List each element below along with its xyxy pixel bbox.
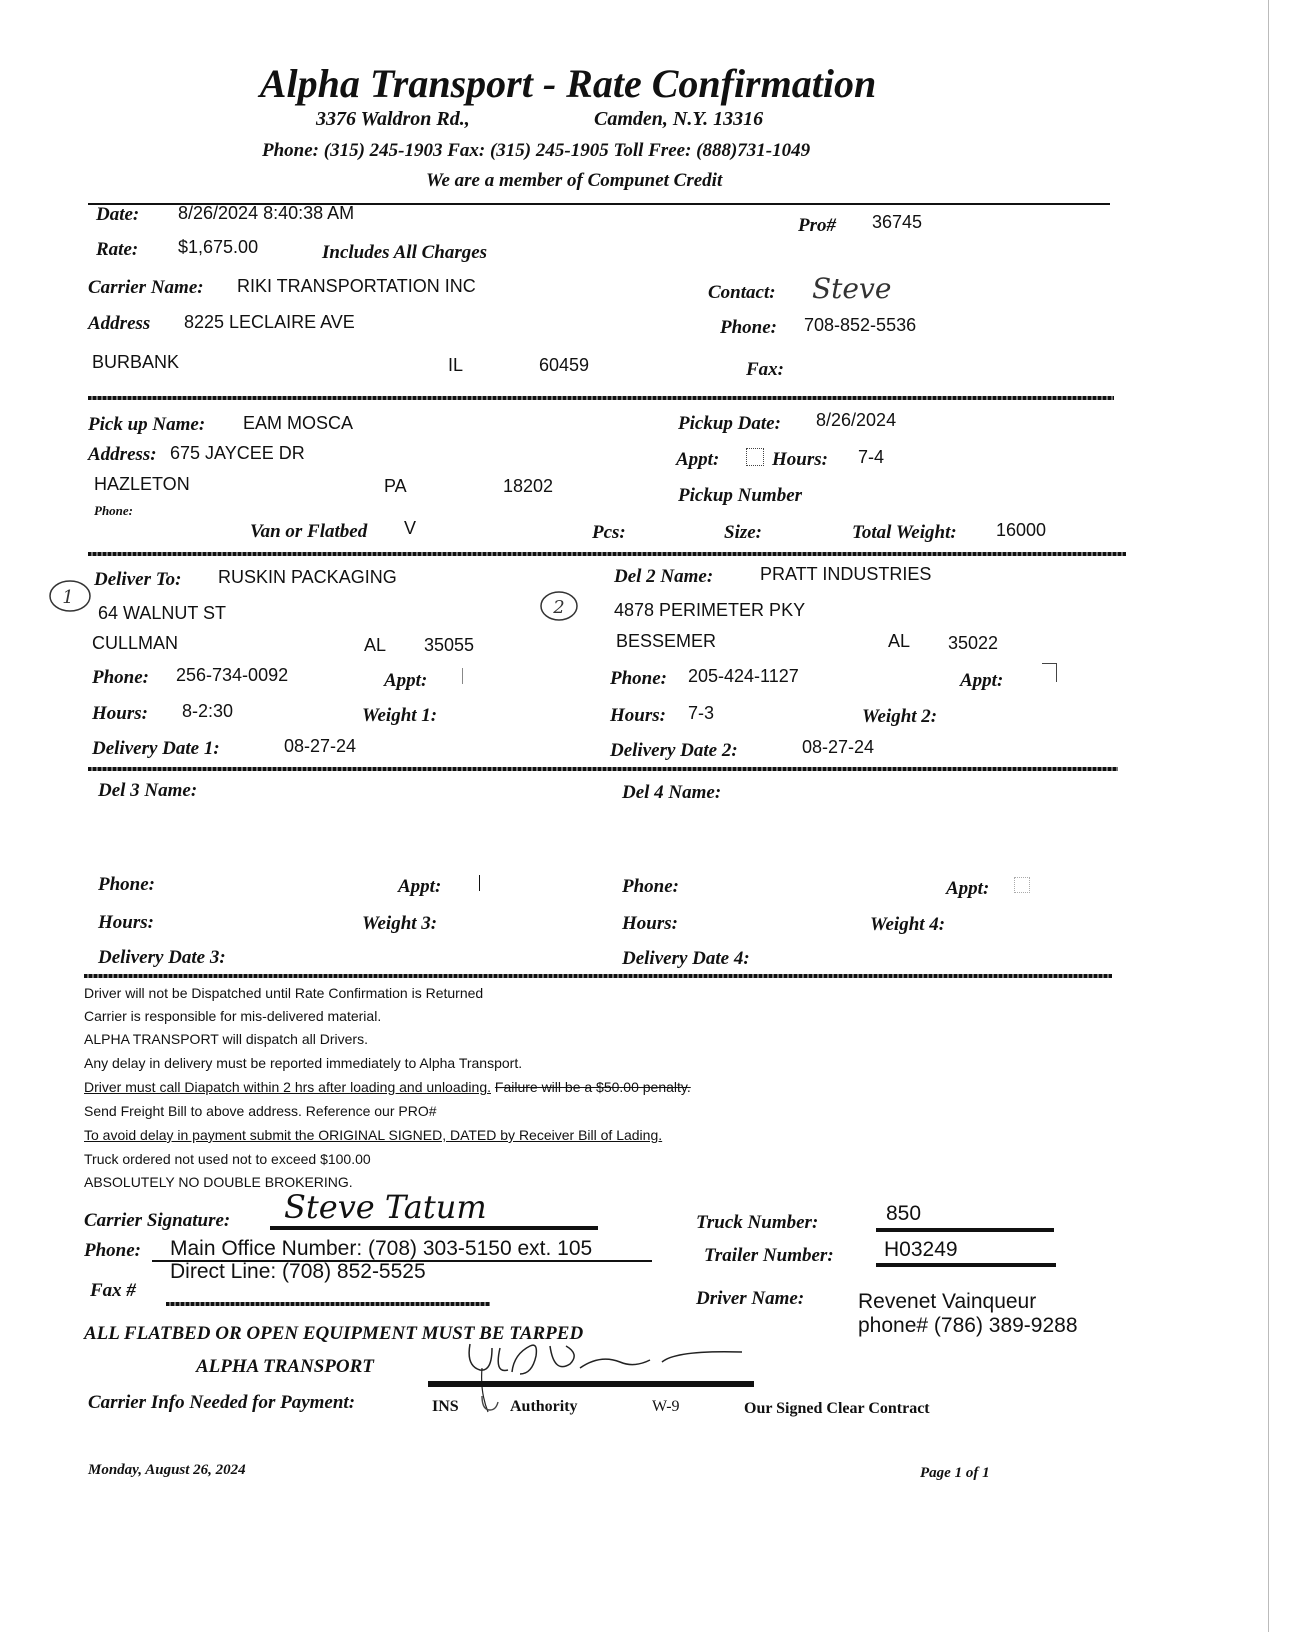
delivery1-hours: 8-2:30: [182, 701, 234, 721]
delivery2-zip: 35022: [948, 633, 999, 653]
fax-line: [166, 1302, 490, 1306]
delivery1-appt-label: Appt:: [384, 670, 428, 691]
contact-label: Contact:: [708, 282, 776, 303]
pickup-date-label: Pickup Date:: [678, 413, 781, 434]
rate-value: $1,675.00: [178, 237, 259, 257]
total-weight-label: Total Weight:: [852, 522, 957, 543]
delivery1-name: RUSKIN PACKAGING: [218, 567, 397, 587]
term-penalty: Failure will be a $50.00 penalty.: [494, 1079, 691, 1095]
carrier-state: IL: [448, 355, 464, 375]
term-line: Any delay in delivery must be reported immediately to Alpha Transport.: [84, 1055, 523, 1071]
term-dispatch: Driver must call Diapatch within 2 hrs after loading and unloading.: [84, 1079, 491, 1095]
pickup-appt-label: Appt:: [676, 449, 720, 470]
delivery1-appt-checkbox[interactable]: [462, 668, 463, 684]
truck-number-label: Truck Number:: [696, 1212, 819, 1233]
signoff-phone-label: Phone:: [84, 1240, 141, 1261]
delivery-date1: 08-27-24: [284, 736, 357, 756]
divider: [88, 552, 1126, 556]
ins-item: INS: [432, 1398, 459, 1415]
trailer-number: H03249: [884, 1238, 958, 1261]
pickup-date: 8/26/2024: [816, 410, 897, 430]
document-title: Alpha Transport - Rate Confirmation: [259, 61, 877, 106]
driver-name-label: Driver Name:: [696, 1288, 805, 1309]
total-weight: 16000: [996, 520, 1047, 540]
tarp-notice: ALL FLATBED OR OPEN EQUIPMENT MUST BE TARPED: [84, 1323, 584, 1344]
pickup-city: HAZLETON: [94, 474, 190, 494]
delivery1-address: 64 WALNUT ST: [98, 603, 227, 623]
delivery-date1-label: Delivery Date 1:: [92, 738, 220, 759]
weight1-label: Weight 1:: [362, 705, 438, 726]
pickup-appt-checkbox[interactable]: [746, 448, 764, 466]
stop-2-mark: [537, 586, 583, 626]
truck-number: 850: [886, 1202, 922, 1225]
payment-info-label: Carrier Info Needed for Payment:: [88, 1392, 356, 1413]
weight3-label: Weight 3:: [362, 913, 438, 934]
term-dispatch-line: [84, 1079, 691, 1095]
size-label: Size:: [724, 522, 762, 543]
pieces-label: Pcs:: [592, 522, 626, 543]
carrier-name-label: Carrier Name:: [88, 277, 204, 298]
delivery1-phone: 256-734-0092: [176, 665, 289, 685]
delivery3-appt-label: Appt:: [398, 876, 442, 897]
truck-number-line: [876, 1228, 1054, 1232]
carrier-name: RIKI TRANSPORTATION INC: [237, 276, 476, 296]
carrier-fax-label: Fax:: [746, 359, 784, 380]
delivery4-appt-label: Appt:: [946, 878, 990, 899]
authority-item: Authority: [510, 1398, 578, 1415]
pickup-number-label: Pickup Number: [678, 485, 803, 506]
carrier-signature: Steve Tatum: [284, 1188, 487, 1226]
address-label: Address: [88, 313, 151, 334]
term-line: Send Freight Bill to above address. Reference our PRO#: [84, 1103, 437, 1119]
carrier-address: 8225 LECLAIRE AVE: [184, 312, 355, 332]
header-street: 3376 Waldron Rd.,: [316, 108, 470, 130]
delivery1-state: AL: [364, 635, 387, 655]
delivery-date2-label: Delivery Date 2:: [610, 740, 738, 761]
delivery4-phone-label: Phone:: [622, 876, 679, 897]
delivery1-phone-label: Phone:: [92, 667, 149, 688]
delivery2-phone: 205-424-1127: [688, 666, 799, 686]
pickup-hours-label: Hours:: [772, 449, 828, 470]
delivery2-address: 4878 PERIMETER PKY: [614, 600, 806, 620]
includes-charges: Includes All Charges: [322, 242, 488, 263]
divider: [88, 396, 1114, 400]
trailer-number-label: Trailer Number:: [704, 1245, 834, 1266]
deliver-to-label: Deliver To:: [94, 569, 182, 590]
delivery2-state: AL: [888, 631, 911, 651]
header-phones: Phone: (315) 245-1903 Fax: (315) 245-1905 Toll Free: (888)731-1049: [262, 140, 811, 161]
delivery3-appt-checkbox[interactable]: [479, 875, 480, 891]
pickup-hours: 7-4: [858, 447, 885, 467]
page-edge: [1268, 0, 1269, 1632]
divider: [88, 767, 1118, 771]
stop-2-label: 2: [553, 597, 565, 618]
stop-1-label: 1: [62, 587, 74, 608]
delivery2-name: PRATT INDUSTRIES: [760, 564, 932, 584]
trailer-number-line: [876, 1263, 1056, 1267]
stop-1-mark: [46, 576, 92, 616]
w9-item: W-9: [652, 1398, 680, 1415]
weight4-label: Weight 4:: [870, 914, 946, 935]
delivery2-hours-label: Hours:: [610, 705, 666, 726]
driver-name: Revenet Vainqueur: [858, 1290, 1037, 1313]
delivery2-appt-label: Appt:: [960, 670, 1004, 691]
del4-name-label: Del 4 Name:: [622, 782, 722, 803]
header-member: We are a member of Compunet Credit: [426, 170, 723, 191]
alpha-signature-line: [428, 1381, 754, 1387]
pickup-address: 675 JAYCEE DR: [170, 443, 305, 463]
delivery-date4-label: Delivery Date 4:: [622, 948, 750, 969]
driver-phone: phone# (786) 389-9288: [858, 1314, 1078, 1337]
header-city: Camden, N.Y. 13316: [594, 108, 764, 130]
page-number: Page 1 of 1: [920, 1465, 990, 1481]
direct-line: Direct Line: (708) 852-5525: [170, 1260, 426, 1283]
term-line: Truck ordered not used not to exceed $100.00: [84, 1151, 371, 1167]
van-flatbed-value: V: [404, 518, 417, 538]
van-flatbed-label: Van or Flatbed: [250, 521, 368, 542]
contract-item: Our Signed Clear Contract: [744, 1400, 930, 1417]
delivery-date3-label: Delivery Date 3:: [98, 947, 226, 968]
delivery2-city: BESSEMER: [616, 631, 717, 651]
pickup-name-label: Pick up Name:: [88, 414, 206, 435]
delivery3-hours-label: Hours:: [98, 912, 154, 933]
pickup-address-label: Address:: [88, 444, 157, 465]
delivery-date2: 08-27-24: [802, 737, 875, 757]
carrier-city: BURBANK: [92, 352, 180, 372]
signoff-fax-label: Fax #: [90, 1280, 136, 1301]
delivery1-zip: 35055: [424, 635, 475, 655]
term-payment: To avoid delay in payment submit the ORIGINAL SIGNED, DATED by Receiver Bill of Lading.: [84, 1127, 663, 1143]
delivery4-appt-checkbox[interactable]: [1014, 877, 1030, 893]
carrier-zip: 60459: [539, 355, 590, 375]
del3-name-label: Del 3 Name:: [98, 780, 198, 801]
delivery1-hours-label: Hours:: [92, 703, 148, 724]
divider: [84, 974, 1112, 978]
pickup-state: PA: [384, 476, 407, 496]
alpha-transport-label: ALPHA TRANSPORT: [196, 1356, 374, 1377]
pro-number: 36745: [872, 212, 923, 232]
check-mark-icon: [478, 1392, 500, 1416]
delivery4-hours-label: Hours:: [622, 913, 678, 934]
date-label: Date:: [96, 204, 140, 225]
pro-label: Pro#: [798, 215, 836, 236]
term-line: Carrier is responsible for mis-delivered material.: [84, 1008, 382, 1024]
main-office-phone: Main Office Number: (708) 303-5150 ext. 105: [170, 1237, 593, 1260]
contact-signature: Steve: [812, 272, 892, 305]
pickup-phone-label: Phone:: [94, 503, 133, 518]
delivery2-appt-checkbox[interactable]: [1042, 663, 1057, 682]
carrier-phone-label: Phone:: [720, 317, 777, 338]
carrier-phone: 708-852-5536: [804, 315, 917, 335]
pickup-name: EAM MOSCA: [243, 413, 354, 433]
footer-date: Monday, August 26, 2024: [88, 1462, 246, 1478]
term-line: ABSOLUTELY NO DOUBLE BROKERING.: [84, 1174, 353, 1190]
del2-name-label: Del 2 Name:: [614, 566, 714, 587]
rate-label: Rate:: [96, 239, 139, 260]
date-value: 8/26/2024 8:40:38 AM: [178, 203, 355, 223]
delivery2-hours: 7-3: [688, 703, 715, 723]
pickup-zip: 18202: [503, 476, 554, 496]
delivery2-phone-label: Phone:: [610, 668, 667, 689]
carrier-signature-label: Carrier Signature:: [84, 1210, 231, 1231]
delivery1-city: CULLMAN: [92, 633, 179, 653]
delivery3-phone-label: Phone:: [98, 874, 155, 895]
term-line: Driver will not be Dispatched until Rate Confirmation is Returned: [84, 985, 484, 1001]
signature-line: [270, 1226, 598, 1230]
weight2-label: Weight 2:: [862, 706, 938, 727]
term-line: ALPHA TRANSPORT will dispatch all Drivers.: [84, 1031, 368, 1047]
